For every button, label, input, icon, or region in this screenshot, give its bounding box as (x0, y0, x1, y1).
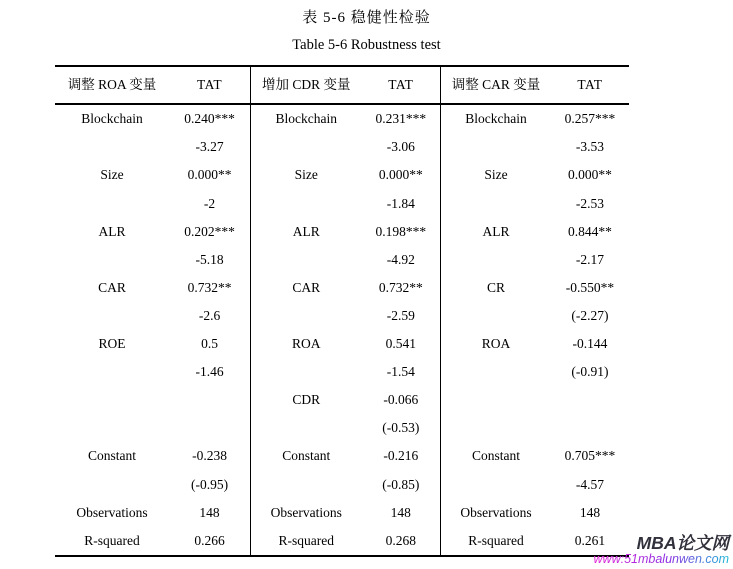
table-row (55, 105, 250, 133)
table-row (55, 442, 250, 470)
variable-cell: Constant (471, 448, 520, 464)
table-titles (0, 6, 733, 54)
table-row (55, 302, 250, 330)
table-row (55, 161, 250, 189)
variable-cell: R-squared (468, 532, 524, 548)
variable-cell: Size (484, 167, 508, 183)
value-cell: -1.46 (195, 364, 224, 380)
variable-cell: Blockchain (465, 111, 527, 127)
group-body (441, 105, 629, 555)
value-cell: 0.541 (385, 336, 416, 352)
table-row (251, 189, 440, 217)
table-row (441, 330, 629, 358)
value-cell: -0.144 (572, 336, 608, 352)
table-row (441, 414, 629, 442)
value-cell: 0.257*** (564, 111, 616, 127)
table-row (55, 245, 250, 273)
table-row (441, 470, 629, 498)
table-row (441, 358, 629, 386)
table-row (55, 498, 250, 526)
value-cell: 0.240*** (184, 111, 235, 127)
value-cell: 0.202*** (184, 223, 235, 239)
value-cell: -2.53 (575, 195, 605, 211)
value-cell: -4.57 (575, 476, 605, 492)
variable-cell: CAR (98, 279, 126, 295)
value-cell: (-0.53) (382, 420, 420, 436)
group-header-value: TAT (388, 77, 414, 93)
variable-cell: Observations (270, 504, 342, 520)
table-row (251, 498, 440, 526)
value-cell: -2.6 (198, 307, 221, 323)
value-cell: -0.550** (565, 279, 615, 295)
table-row (251, 245, 440, 273)
table-row (55, 526, 250, 554)
table-row (55, 330, 250, 358)
value-cell: 0.000** (187, 167, 232, 183)
variable-cell: Observations (76, 504, 148, 520)
table-row (55, 470, 250, 498)
table-row (441, 105, 629, 133)
value-cell: 0.000** (378, 167, 423, 183)
value-cell: -3.06 (386, 139, 415, 155)
value-cell: 0.266 (194, 532, 225, 548)
value-cell: -3.27 (195, 139, 224, 155)
value-cell: -5.18 (195, 251, 224, 267)
table-row (441, 302, 629, 330)
value-cell: 148 (579, 504, 601, 520)
table-row (251, 217, 440, 245)
table-row (251, 105, 440, 133)
table-row (55, 358, 250, 386)
table-row (441, 386, 629, 414)
watermark-url: www:51mbalunwen.com (593, 552, 729, 567)
value-cell: (-0.91) (571, 364, 609, 380)
variable-cell: ALR (292, 223, 320, 239)
group-header (251, 67, 440, 105)
value-cell: (-0.85) (382, 476, 420, 492)
group-header (55, 67, 250, 105)
table-row (251, 386, 440, 414)
value-cell: 148 (390, 504, 411, 520)
table-row (55, 414, 250, 442)
group-header-variable: 调整 ROA 变量 (67, 77, 157, 93)
table-row (441, 217, 629, 245)
variable-cell: Size (294, 167, 318, 183)
value-cell: -2.59 (386, 307, 415, 323)
value-cell: 148 (199, 504, 220, 520)
table-row (441, 442, 629, 470)
variable-cell: CR (486, 279, 505, 295)
value-cell: 0.231*** (375, 111, 427, 127)
value-cell: -0.066 (383, 392, 419, 408)
variable-cell: Constant (88, 448, 137, 464)
value-cell: 0.261 (574, 532, 606, 548)
table-row (251, 470, 440, 498)
table-row (441, 245, 629, 273)
site-watermark (594, 534, 729, 567)
table-group-adjust-car (440, 67, 629, 555)
table-row (251, 161, 440, 189)
table-row (251, 526, 440, 554)
table-row (251, 133, 440, 161)
table-row (251, 330, 440, 358)
group-header-variable: 增加 CDR 变量 (262, 77, 351, 93)
table-row (251, 414, 440, 442)
value-cell: -0.238 (192, 448, 227, 464)
value-cell: 0.000** (568, 167, 612, 183)
variable-cell: ALR (98, 223, 126, 239)
variable-cell: Blockchain (275, 111, 338, 127)
value-cell: 0.5 (201, 336, 218, 352)
table-row (251, 358, 440, 386)
table-row (55, 189, 250, 217)
value-cell: 0.705*** (564, 448, 616, 464)
table-row (55, 386, 250, 414)
table-row (55, 217, 250, 245)
variable-cell: ROE (98, 336, 126, 352)
variable-cell: Size (100, 167, 124, 183)
variable-cell: ROA (481, 336, 511, 352)
value-cell: 0.198*** (375, 223, 427, 239)
value-cell: -2.17 (575, 251, 605, 267)
value-cell: -3.53 (575, 139, 605, 155)
value-cell: -4.92 (386, 251, 415, 267)
variable-cell: ALR (482, 223, 510, 239)
variable-cell: Observations (460, 504, 532, 520)
value-cell: -0.216 (383, 448, 419, 464)
value-cell: 0.844** (568, 223, 612, 239)
table-row (441, 189, 629, 217)
value-cell: 0.732** (187, 279, 232, 295)
table-row (251, 442, 440, 470)
value-cell: (-0.95) (190, 476, 229, 492)
variable-cell: Constant (282, 448, 331, 464)
table-row (441, 133, 629, 161)
group-body (251, 105, 440, 555)
variable-cell: Blockchain (81, 111, 143, 127)
table-row (251, 274, 440, 302)
page-subtitle: Table 5-6 Robustness test (292, 37, 441, 53)
table-group-add-cdr (250, 67, 440, 555)
group-body (55, 105, 250, 555)
value-cell: 0.732** (378, 279, 423, 295)
watermark-brand: MBA论文网 (636, 533, 729, 553)
value-cell: 0.268 (385, 532, 416, 548)
value-cell: -1.84 (386, 195, 415, 211)
variable-cell: R-squared (84, 532, 140, 548)
results-table (55, 65, 629, 557)
group-header-value: TAT (196, 77, 223, 93)
variable-cell: ROA (292, 336, 321, 352)
value-cell: (-2.27) (571, 307, 609, 323)
table-group-adjust-roa (55, 67, 250, 555)
table-row (55, 274, 250, 302)
table-row (441, 498, 629, 526)
value-cell: -1.54 (386, 364, 415, 380)
variable-cell: R-squared (278, 532, 335, 548)
page-title: 表 5-6 稳健性检验 (302, 10, 431, 26)
table-row (55, 133, 250, 161)
variable-cell: CDR (292, 392, 321, 408)
table-row (441, 161, 629, 189)
group-header (441, 67, 629, 105)
variable-cell: CAR (292, 279, 321, 295)
value-cell: -2 (203, 195, 216, 211)
group-header-variable: 调整 CAR 变量 (451, 77, 541, 93)
group-header-value: TAT (577, 77, 603, 93)
table-row (441, 274, 629, 302)
table-row (251, 302, 440, 330)
